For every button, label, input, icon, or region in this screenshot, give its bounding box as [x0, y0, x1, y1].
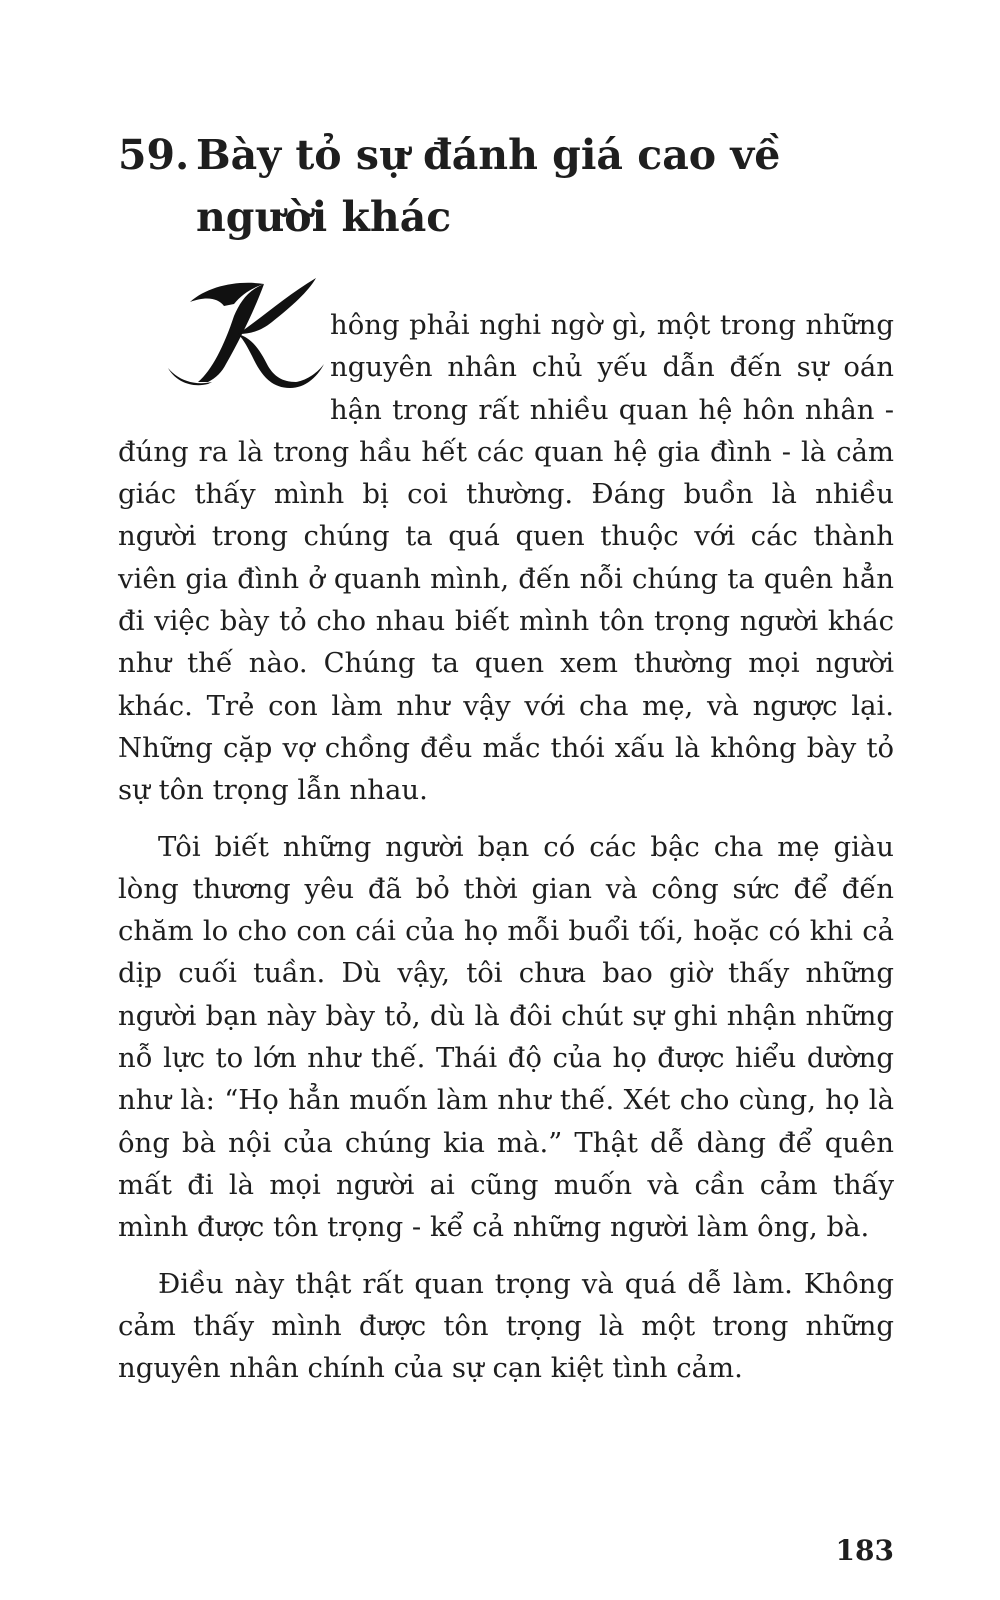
chapter-title-line1: Bày tỏ sự đánh giá cao về [196, 131, 781, 179]
paragraph-3: Điều này thật rất quan trọng và quá dễ làm. Không cảm thấy mình được tôn trọng là một trong những nguyên nhân chính của sự cạn kiệt tình cảm. [118, 1267, 894, 1385]
drop-cap-k-glyph [168, 276, 338, 388]
paragraph-1 [118, 304, 894, 812]
chapter-title [118, 124, 918, 248]
drop-cap-letter [118, 304, 119, 305]
chapter-title-line2: người khác [196, 193, 452, 241]
paragraph-1-text: hông phải nghi ngờ gì, một trong những nguyên nhân chủ yếu dẫn đến sự oán hận trong rất nhiều quan hệ hôn nhân - đúng ra là trong hầu hết các quan hệ gia đình - là cảm giác thấy mình bị coi thường. Đáng buồn là nhiều người trong chúng ta quá quen thuộc với các thành viên gia đình ở quanh mình, đến nỗi chúng ta quên hẳn đi việc bày tỏ cho nhau biết mình tôn trọng người khác như thế nào. Chúng ta quen xem thường mọi người khác. Trẻ con làm như vậy với cha mẹ, và ngược lại. Những cặp vợ chồng đều mắc thói xấu là không bày tỏ sự tôn trọng lẫn nhau. [118, 309, 894, 807]
body-text [118, 304, 894, 1403]
chapter-number: 59. [118, 131, 190, 179]
drop-cap [118, 304, 330, 390]
paragraph-2: Tôi biết những người bạn có các bậc cha mẹ giàu lòng thương yêu đã bỏ thời gian và công sức để đến chăm lo cho con cái của họ mỗi buổi tối, hoặc có khi cả dịp cuối tuần. Dù vậy, tôi chưa bao giờ thấy những người bạn này bày tỏ, dù là đôi chút sự ghi nhận những nỗ lực to lớn như thế. Thái độ của họ được hiểu dường như là: “Họ hẳn muốn làm như thế. Xét cho cùng, họ là ông bà nội của chúng kia mà.” Thật dễ dàng để quên mất đi là mọi người ai cũng muốn và cần cảm thấy mình được tôn trọng - kể cả những người làm ông, bà. [118, 830, 894, 1244]
page-number: 183 [835, 1534, 894, 1567]
